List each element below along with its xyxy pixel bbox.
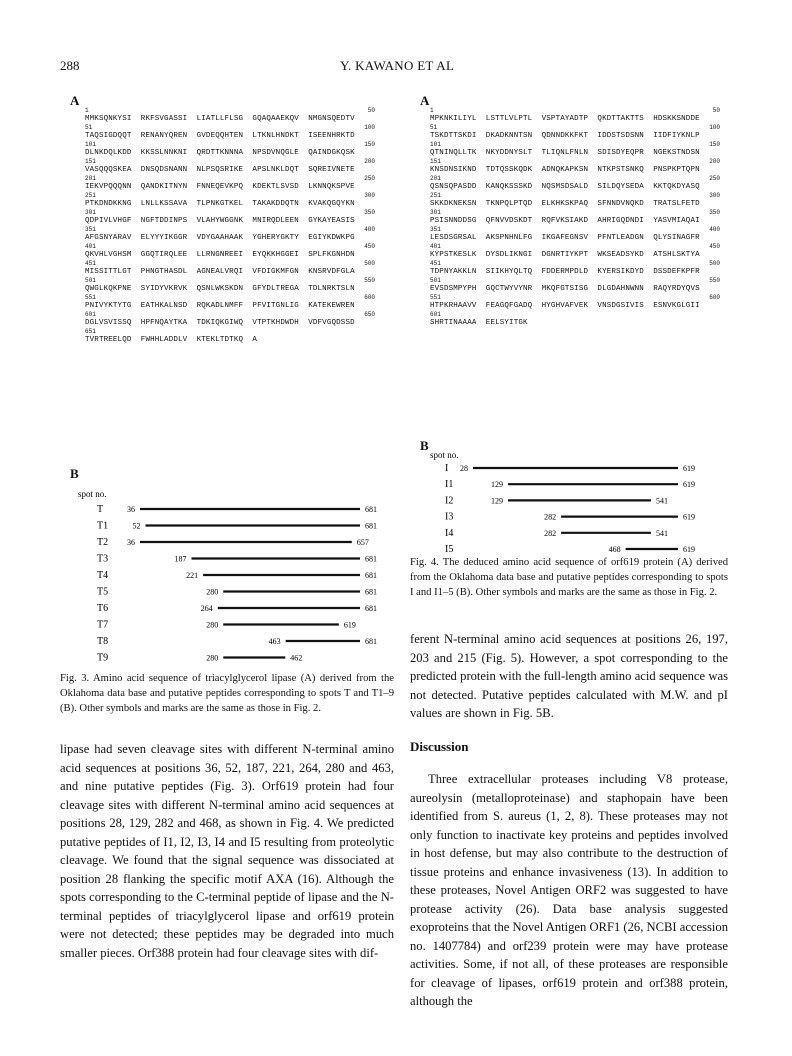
sequence-line: MISSITTLGT PHNGTHASDL AGNEALVRQI VFDIGKMFGN KNSRVDFGLA	[85, 268, 355, 276]
spot-start-label: 52	[132, 521, 141, 531]
sequence-position-label	[85, 176, 375, 184]
spot-end-label: 619	[683, 464, 695, 473]
spot-end-label: 619	[343, 620, 356, 630]
sequence-position-label	[430, 142, 720, 150]
sequence-position-label	[85, 278, 375, 286]
sequence-line: SKKDKNEKSN TKNPQLPTQD ELKHKSKPAQ SFNNDVNQKD TRATSLFETD	[430, 200, 700, 208]
sequence-line: QWGLKQKPNE SYIDYVKRVK QSNLWKSKDN GFYDLTREGA TDLNRKTSLN	[85, 285, 355, 293]
sequence-end-position: 600	[709, 294, 720, 301]
spot-start-label: 264	[200, 604, 213, 613]
spot-id-label: T5	[97, 586, 109, 598]
sequence-end-position: 250	[364, 175, 375, 182]
fig3-panel-a-label: A	[70, 93, 80, 108]
sequence-end-position: 50	[367, 107, 375, 114]
spot-start-label: 187	[174, 554, 187, 564]
spot-end-label: 681	[365, 571, 377, 580]
sequence-start-position: 251	[85, 192, 96, 199]
spot-id-label: T	[97, 504, 104, 515]
spot-id-label: T4	[97, 570, 109, 581]
sequence-position-label	[430, 261, 720, 269]
sequence-end-position: 250	[709, 175, 720, 182]
sequence-position-label	[85, 329, 375, 337]
sequence-line: HTPKRHAAVV FEAGQFGADQ HYGHVAFVEK VNSDGSIVIS ESNVKGLGII	[430, 302, 700, 310]
sequence-line: DLNKDQLKDD KKSSLNNKNI QRDTTKNNNA NPSDVNQGLE QAINDGKQSK	[85, 149, 355, 157]
spot-id-label: I1	[445, 479, 454, 491]
sequence-position-label	[430, 312, 720, 320]
spot-start-label: 280	[206, 620, 219, 630]
fig3-peptide-map	[70, 485, 390, 665]
sequence-position-label	[85, 227, 375, 235]
sequence-line: PNIVYKTYTG EATHKALNSD RQKADLNMFF PFVITGNLIG KATEKEWREN	[85, 302, 355, 310]
sequence-line: TAQSIGDQQT RENANYQREN GVDEQQHTEN LTKNLHNDKT ISEENHRKTD	[85, 132, 355, 140]
sequence-end-position: 450	[364, 243, 375, 250]
sequence-start-position: 301	[430, 209, 441, 216]
spot-start-label: 36	[127, 505, 135, 514]
right-column-text: ferent N-terminal amino acid sequences at positions 26, 197, 203 and 215 (Fig. 5). However, a spot corresponding to the predicted protein with the full-length amino acid sequence was not detected. Putative peptides calculated with M.W. and pI values are shown in Fig. 5B.	[410, 632, 728, 720]
spot-end-label: 681	[365, 637, 377, 646]
spot-end-label: 619	[683, 545, 695, 554]
spot-end-label: 681	[365, 505, 377, 514]
spot-id-label: T1	[97, 520, 109, 532]
sequence-start-position: 201	[430, 175, 441, 182]
sequence-position-label	[430, 176, 720, 184]
sequence-start-position: 1	[85, 107, 89, 114]
spot-id-label: I5	[445, 544, 454, 555]
sequence-start-position: 501	[85, 277, 96, 284]
spot-id-label: T8	[97, 636, 109, 647]
spot-end-label: 681	[365, 521, 377, 531]
spot-id-label: I2	[445, 495, 454, 507]
sequence-end-position: 650	[364, 311, 375, 318]
spot-end-label: 462	[290, 653, 303, 663]
spot-start-label: 280	[206, 587, 219, 597]
sequence-line: PSISNNDDSG QFNVVDSKDT RQFVKSIAKD AHRIGQDNDI YASVMIAQAI	[430, 217, 700, 225]
sequence-line: MPKNKILIYL LSTTLVLPTL VSPTAYADTP QKDTTAKTTS HDSKKSNDDE	[430, 115, 700, 123]
sequence-start-position: 551	[430, 294, 441, 301]
sequence-line: MMKSQNKYSI RKFSVGASSI LIATLLFLSG GQAQAAEKQV NMGNSQEDTV	[85, 115, 355, 123]
spot-start-label: 28	[460, 464, 468, 473]
sequence-line: QTNINQLLTK NKYDDNYSLT TLIQNLFNLN SDISDYEQPR NGEKSTNDSN	[430, 149, 700, 157]
spot-end-label: 681	[365, 554, 377, 564]
sequence-position-label	[85, 210, 375, 218]
sequence-line: DGLVSVISSQ HPFNQAYTKA TDKIQKGIWQ VTPTKHDWDH VDFVGQDSSD	[85, 319, 355, 327]
spot-header: spot no.	[78, 489, 107, 499]
sequence-end-position: 600	[364, 294, 375, 301]
sequence-line: VASQQQSKEA DNSQDSNANN NLPSQSRIKE APSLNKLDQT SQREIVNETE	[85, 166, 355, 174]
sequence-line: QKVHLVGHSM GGQTIRQLEE LLRNGNREEI EYQKKHGGEI SPLFKGNHDN	[85, 251, 355, 259]
sequence-line: SHRTINAAAA EELSYITGK	[430, 319, 528, 327]
sequence-start-position: 1	[430, 107, 434, 114]
spot-end-label: 657	[356, 538, 369, 547]
sequence-position-label	[85, 108, 375, 116]
sequence-start-position: 451	[85, 260, 96, 267]
discussion-heading: Discussion	[410, 739, 469, 754]
spot-id-label: I3	[445, 511, 454, 523]
sequence-end-position: 200	[709, 158, 720, 165]
spot-end-label: 619	[683, 512, 695, 522]
spot-start-label: 463	[268, 637, 281, 646]
sequence-end-position: 150	[709, 141, 720, 148]
sequence-start-position: 251	[430, 192, 441, 199]
sequence-position-label	[85, 261, 375, 269]
fig4-panel-b-label: B	[420, 438, 429, 453]
sequence-end-position: 100	[364, 124, 375, 131]
sequence-position-label	[85, 159, 375, 167]
sequence-position-label	[430, 125, 720, 133]
sequence-start-position: 551	[85, 294, 96, 301]
sequence-end-position: 500	[364, 260, 375, 267]
sequence-position-label	[85, 142, 375, 150]
fig4-caption: Fig. 4. The deduced amino acid sequence of orf619 protein (A) derived from the Oklahoma data base and putative peptides corresponding to spots I and I1–5 (B). Other symbols and marks are the same as those in Fig. 2.	[410, 557, 728, 598]
sequence-start-position: 101	[430, 141, 441, 148]
sequence-start-position: 601	[85, 311, 96, 318]
sequence-position-label	[85, 125, 375, 133]
sequence-start-position: 151	[430, 158, 441, 165]
running-head: Y. KAWANO ET AL	[340, 58, 455, 73]
sequence-start-position: 651	[85, 328, 96, 335]
left-column-text: lipase had seven cleavage sites with different N-terminal amino acid sequences at positions 36, 52, 187, 221, 264, 280 and 463, and nine putative peptides (Fig. 3). Orf619 protein had four cleavage sites with different N-terminal amino acid sequences at positions 28, 129, 282 and 468, as shown in Fig. 4. We predicted putative peptides of I1, I2, I3, I4 and I5 resulting from proteolytic cleavage. We found that the signal sequence was dissociated at position 28 flanking the specific motif AXA (16). Although the spots corresponding to the C-terminal peptide of lipase and the N-terminal peptides of triacylglycerol lipase and orf619 protein were not detected; these peptides may be degraded into much smaller pieces. Orf388 protein had four cleavage sites with dif-	[60, 742, 394, 960]
sequence-start-position: 51	[85, 124, 93, 131]
sequence-start-position: 601	[430, 311, 441, 318]
sequence-position-label	[430, 227, 720, 235]
spot-start-label: 129	[491, 480, 504, 490]
sequence-start-position: 151	[85, 158, 96, 165]
sequence-end-position: 300	[364, 192, 375, 199]
sequence-end-position: 450	[709, 243, 720, 250]
sequence-line: KYPSTKESLK DYSDLIKNGI DGNRTIYKPT WKSEADSYKD ATSHLSKTYA	[430, 251, 700, 259]
discussion-text: Three extracellular proteases including V8 protease, aureolysin (metalloproteinase) and staphopain have been identified from S. aureus (1, 2, 8). These proteases may not only function to inactivate key proteins and peptides involved in host defense, but may also contribute to the destruction of tissue proteins and enhance invasiveness (13). In addition to these proteases, Novel Antigen ORF2 was suggested to have protease activity (26). Data base analysis suggested exoproteins that the Novel Antigen ORF1 (26, NCBI accession no. 1407784) and orf239 protein were may have protease activities. Some, if not all, of these proteases are responsible for cleavage of lipases, orf619 protein and orf388 protein, although the	[410, 772, 728, 1008]
sequence-position-label	[430, 295, 720, 303]
sequence-line: TSKDTTSKDI DKADKNNTSN QDNNDKKFKT IDDSTSDSNN IIDFIYKNLP	[430, 132, 700, 140]
sequence-end-position: 100	[709, 124, 720, 131]
sequence-position-label	[430, 244, 720, 252]
spot-end-label: 541	[655, 496, 668, 506]
spot-id-label: I	[445, 463, 449, 474]
sequence-end-position: 550	[709, 277, 720, 284]
spot-end-label: 681	[365, 604, 377, 613]
sequence-line: PTKDNDKKNG LNLLKSSAVA TLPNKGTKEL TAKAKDDQTN KVAKQGQYKN	[85, 200, 355, 208]
sequence-line: IEKVPQQQNN QANDKITNYN FNNEQEVKPQ KDEKTLSVSD LKNNQKSPVE	[85, 183, 355, 191]
sequence-position-label	[430, 159, 720, 167]
sequence-end-position: 400	[364, 226, 375, 233]
sequence-start-position: 401	[85, 243, 96, 250]
spot-end-label: 541	[655, 528, 668, 538]
sequence-position-label	[430, 108, 720, 116]
sequence-start-position: 51	[430, 124, 438, 131]
sequence-start-position: 451	[430, 260, 441, 267]
sequence-line: QDPIVLVHGF NGFTDDINPS VLAHYWGGNK MNIRQDLEEN GYKAYEASIS	[85, 217, 355, 225]
sequence-position-label	[85, 244, 375, 252]
fig4-panel-a-label: A	[420, 93, 430, 108]
sequence-line: AFGSNYARAV ELYYYIKGGR VDYGAAHAAK YGHERYGKTY EGIYKDWKPG	[85, 234, 355, 242]
spot-id-label: T7	[97, 619, 109, 631]
sequence-start-position: 501	[430, 277, 441, 284]
spot-start-label: 36	[127, 538, 135, 547]
sequence-end-position: 350	[709, 209, 720, 216]
spot-id-label: T2	[97, 537, 109, 548]
sequence-end-position: 500	[709, 260, 720, 267]
sequence-line: QSNSQPASDD KANQKSSSKD NQSMSDSALD SILDQYSEDA KKTQKDYASQ	[430, 183, 700, 191]
spot-end-label: 681	[365, 587, 377, 597]
sequence-start-position: 301	[85, 209, 96, 216]
spot-id-label: T6	[97, 603, 109, 614]
spot-start-label: 129	[491, 496, 504, 506]
spot-id-label: T9	[97, 652, 109, 664]
sequence-end-position: 350	[364, 209, 375, 216]
sequence-start-position: 101	[85, 141, 96, 148]
sequence-start-position: 401	[430, 243, 441, 250]
sequence-end-position: 400	[709, 226, 720, 233]
sequence-end-position: 150	[364, 141, 375, 148]
sequence-line: TDPNYAKKLN SIIKHYQLTQ FDDERMPDLD KYERSIKDYD DSSDEFKPFR	[430, 268, 700, 276]
sequence-line: KNSDNSIKND TDTQSSKQDK ADNQKAPKSN NTKPSTSNKQ PNSPKPTQPN	[430, 166, 700, 174]
fig4-sequence	[430, 108, 720, 329]
sequence-end-position: 550	[364, 277, 375, 284]
sequence-start-position: 351	[85, 226, 96, 233]
spot-id-label: T3	[97, 553, 109, 565]
sequence-start-position: 351	[430, 226, 441, 233]
spot-header: spot no.	[430, 450, 459, 460]
fig4-peptide-map	[420, 450, 720, 555]
sequence-position-label	[430, 193, 720, 201]
spot-start-label: 468	[608, 545, 621, 554]
spot-start-label: 221	[186, 571, 199, 580]
fig3-panel-b-label: B	[70, 466, 79, 481]
sequence-position-label	[85, 193, 375, 201]
page-number: 288	[60, 58, 80, 73]
sequence-position-label	[430, 210, 720, 218]
spot-start-label: 282	[544, 528, 557, 538]
sequence-line: TVRTREELQD FWHHLADDLV KTEKLTDTKQ A	[85, 336, 258, 344]
fig3-caption: Fig. 3. Amino acid sequence of triacylglycerol lipase (A) derived from the Oklahoma data base and putative peptides corresponding to spots T and T1–9 (B). Other symbols and marks are the same as those in Fig. 2.	[60, 673, 394, 714]
sequence-position-label	[85, 312, 375, 320]
fig3-sequence	[85, 108, 375, 346]
spot-start-label: 282	[544, 512, 557, 522]
sequence-end-position: 200	[364, 158, 375, 165]
sequence-start-position: 201	[85, 175, 96, 182]
spot-start-label: 280	[206, 653, 219, 663]
spot-id-label: I4	[445, 527, 454, 539]
sequence-line: LESDSGRSAL AKSPNHNLFG IKGAFEGNSV PFNTLEADGN QLYSINAGFR	[430, 234, 700, 242]
sequence-position-label	[85, 295, 375, 303]
sequence-end-position: 300	[709, 192, 720, 199]
sequence-end-position: 50	[712, 107, 720, 114]
sequence-position-label	[430, 278, 720, 286]
sequence-line: EVSDSMPYPH GQCTWYVYNR MKQFGTSISG DLGDAHNWNN RAQYRDYQVS	[430, 285, 700, 293]
spot-end-label: 619	[683, 480, 695, 490]
